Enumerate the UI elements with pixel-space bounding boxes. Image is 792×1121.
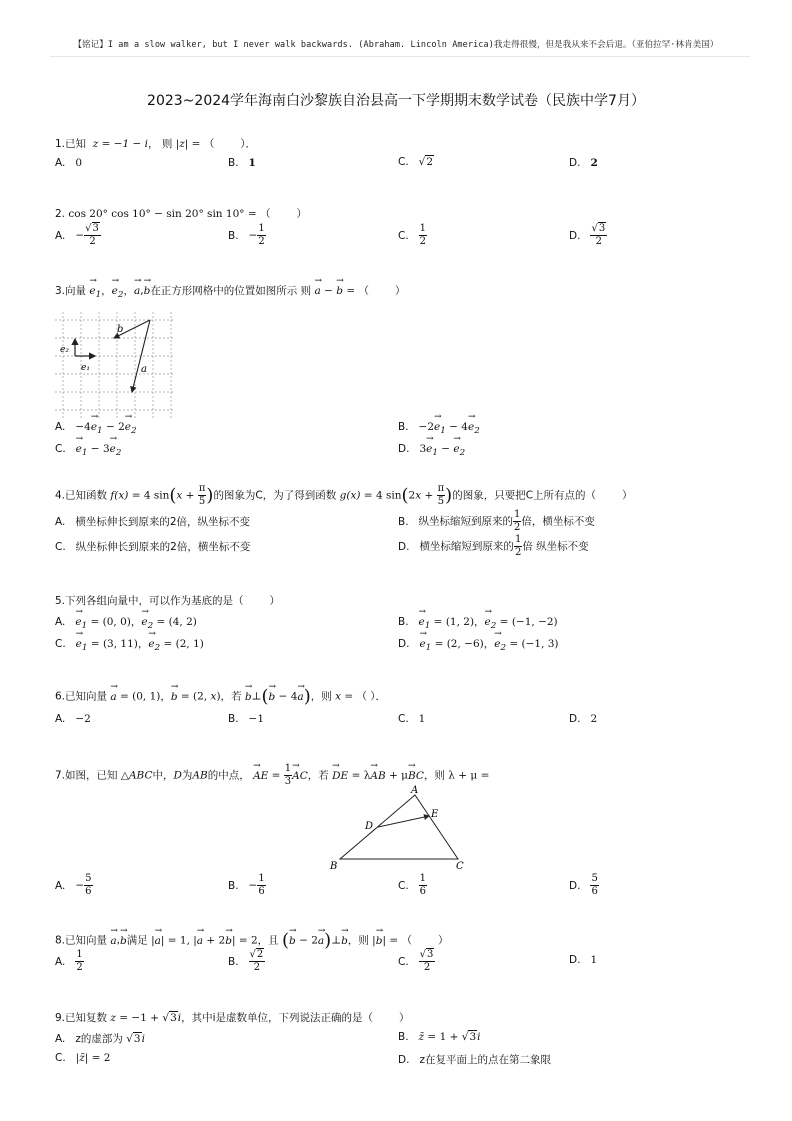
q9-option-d[interactable]: D. z在复平面上的点在第二象限 bbox=[398, 1054, 551, 1066]
q2-option-a[interactable]: A. − $\frac{√3}{2}$ bbox=[55, 223, 99, 247]
q7-option-b[interactable]: B. − $\frac{1}{6}$ bbox=[228, 873, 265, 897]
q4-option-c[interactable]: C. 纵坐标伸长到原来的2倍，横坐标不变 bbox=[55, 541, 251, 553]
q8-option-c[interactable]: C. $\frac{√3}{2}$ bbox=[398, 949, 434, 973]
label-b: b bbox=[117, 324, 124, 335]
q2-expression: cos 20° cos 10° − sin 20° sin 10° = bbox=[68, 208, 260, 220]
q1-option-c[interactable]: C. √2 bbox=[398, 156, 434, 168]
triangle-figure bbox=[328, 783, 478, 873]
header-divider bbox=[50, 56, 750, 57]
question-5: 5.下列各组向量中，可以作为基底的是（ ） bbox=[55, 595, 281, 607]
q6-option-d[interactable]: D. 2 bbox=[569, 713, 598, 725]
q8-option-a[interactable]: A. $\frac{1}{2}$ bbox=[55, 949, 83, 973]
q1-expression: z = −1 − i bbox=[89, 138, 149, 150]
q5-option-a[interactable]: $A.\to e_1 = (0$, 0)，→ $e_2 = (4$, 2) bbox=[55, 614, 197, 631]
question-8: 8.已知向量 → a,→ b满足 |→ a| = 1, |→ a + 2→ b| = 2，且 (→ b − 2→ a)⊥→ b，则 |→ b| = （ ） bbox=[55, 930, 448, 951]
q2-option-b[interactable]: B. − $\frac{1}{2}$ bbox=[228, 223, 265, 247]
q5-option-c[interactable]: $C.\to e_1 = (3$, 11)，→ $e_2 = (2$, 1) bbox=[55, 636, 204, 653]
q1-abs: |z| = bbox=[175, 138, 204, 150]
grid-lines bbox=[55, 312, 175, 418]
q2-option-c[interactable]: C. $\frac{1}{2}$ bbox=[398, 223, 427, 247]
label-d: D bbox=[365, 821, 374, 832]
q8-option-d[interactable]: D. 1 bbox=[569, 954, 598, 966]
q1-option-a[interactable]: A. 0 bbox=[55, 157, 83, 169]
label-e: E bbox=[431, 809, 439, 820]
q3-option-a[interactable]: A. $-4\to e_1 - 2\to e_2$ bbox=[55, 421, 137, 436]
q3-option-d[interactable]: D. $3\to e_1$ − → $e_2$ bbox=[398, 443, 465, 458]
label-e1: e₁ bbox=[81, 363, 90, 373]
q4-option-a[interactable]: A. 横坐标伸长到原来的2倍，纵坐标不变 bbox=[55, 516, 251, 528]
question-4: 4.已知函数 f(x) = 4 sin(x + $\frac{\pi}{5}$ )的图象为C，为了得到函数 g(x) = 4 sin(2x + $\frac{\pi}{5}$ )的图象，只要把C上所有点的（ ） bbox=[55, 483, 633, 507]
header-quote: 【铭记】I am a slow walker, but I never walk backwards. (Abraham. Lincoln America)我走得很慢，但是我从来不会后退。（亚伯拉罕·林肯美国） bbox=[73, 40, 719, 50]
q9-option-a[interactable]: A. z的虚部为 √3i bbox=[55, 1033, 145, 1045]
label-e2: e₂ bbox=[60, 345, 69, 355]
q1-option-d[interactable]: D. 2 bbox=[569, 157, 598, 169]
q3-option-b[interactable]: B. $-2\to e_1 - 4\to e_2$ bbox=[398, 421, 480, 436]
question-number: 1. bbox=[55, 138, 66, 150]
q4-option-b[interactable]: B. 纵坐标缩短到原来的 $\frac{1}{2}$ 倍，横坐标不变 bbox=[398, 509, 595, 533]
q7-option-d[interactable]: D. $\frac{5}{6}$ bbox=[569, 873, 598, 897]
q7-option-c[interactable]: C. $\frac{1}{6}$ bbox=[398, 873, 427, 897]
question-9: 9.已知复数 z = −1 + √3i，其中i是虚数单位，下列说法正确的是（ ） bbox=[55, 1012, 410, 1024]
question-6: 6.已知向量 → a = (0, 1)，→ b = (2, x)，若 → b⊥(→ b − 4→ a)，则 x = （ ）． bbox=[55, 686, 386, 707]
q9-option-c[interactable]: C. |z̄| = 2 bbox=[55, 1052, 111, 1064]
label-a: a bbox=[141, 364, 147, 375]
question-3: 3.向量 → $e_1$，→ $e_2$，→ a,→ b在正方形网格中的位置如图所示 则 → a − → b = （ ） bbox=[55, 283, 406, 300]
question-2: 2. cos 20° cos 10° − sin 20° sin 10° = （ ） bbox=[55, 208, 307, 220]
label-c: C bbox=[456, 861, 464, 872]
question-1: 1.已知 z = −1 − i， 则 |z| = （ ）． bbox=[55, 138, 257, 150]
q4-option-d[interactable]: D. 横坐标缩短到原来的 $\frac{1}{2}$ 倍 纵坐标不变 bbox=[398, 534, 589, 558]
vector-de-arrow bbox=[378, 816, 429, 827]
q9-option-b[interactable]: B. z̄ = 1 + √3i bbox=[398, 1031, 481, 1043]
question-7: 7.如图，已知 △ABC中，D为AB的中点， → AE = $\frac{1}{3}$ → AC，若 → DE = λ→ AB + μ→ BC，则 λ + μ = bbox=[55, 764, 489, 787]
q3-option-c[interactable]: $C.\to e_1 - 3\to e_2$ bbox=[55, 443, 121, 458]
page-title: 2023~2024学年海南白沙黎族自治县高一下学期期末数学试卷（民族中学7月） bbox=[147, 93, 645, 109]
q8-option-b[interactable]: B. $\frac{√2}{2}$ bbox=[228, 949, 264, 973]
q6-option-c[interactable]: C. 1 bbox=[398, 713, 426, 725]
q6-option-a[interactable]: A. −2 bbox=[55, 713, 91, 725]
q5-option-d[interactable]: $D.\to e_1 = (2$, −6)，→ $e_2 = (-1$, 3) bbox=[398, 636, 559, 653]
q1-option-b[interactable]: B. 1 bbox=[228, 157, 256, 169]
q5-option-b[interactable]: $B.\to e_1 = (1$, 2)，→ $e_2 = (-1$, −2) bbox=[398, 614, 558, 631]
label-a: A bbox=[411, 785, 419, 796]
q7-option-a[interactable]: A. − $\frac{5}{6}$ bbox=[55, 873, 92, 897]
triangle-abc bbox=[340, 795, 458, 859]
vector-grid-figure bbox=[55, 312, 175, 418]
q2-option-d[interactable]: D. $\frac{√3}{2}$ bbox=[569, 223, 606, 247]
q6-option-b[interactable]: B. −1 bbox=[228, 713, 265, 725]
label-b: B bbox=[330, 861, 338, 872]
